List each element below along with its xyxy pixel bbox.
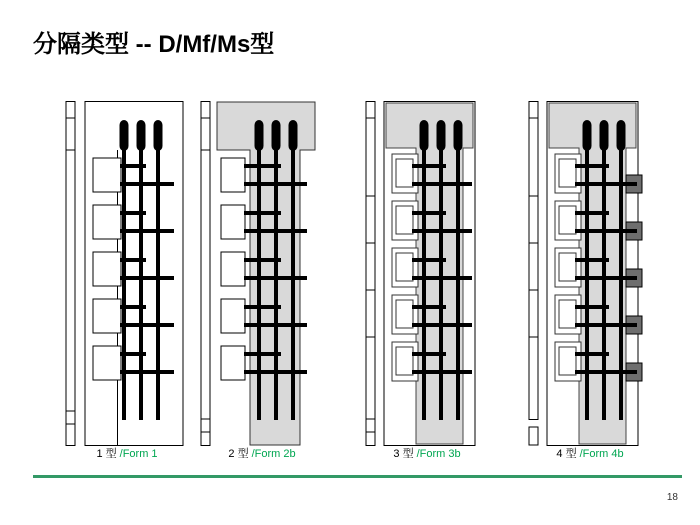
functional-unit-box: [93, 205, 121, 239]
form-number-label: 3 型: [393, 448, 414, 460]
form-name-label: /Form 1: [119, 448, 158, 460]
busbar-cap: [272, 120, 281, 151]
busbar-cap: [154, 120, 163, 151]
busbar-cap: [583, 120, 592, 151]
functional-unit-box: [221, 299, 245, 333]
functional-unit-box: [559, 300, 576, 328]
functional-unit-box: [93, 299, 121, 333]
form-number-label: 1 型: [96, 448, 117, 460]
diagram-form-3b: [362, 101, 492, 446]
busbar-cap: [600, 120, 609, 151]
label-form-1: [62, 447, 192, 461]
form-4b-schematic: [525, 101, 655, 446]
diagram-form-1: [62, 101, 192, 446]
form-number-label: 2 型: [228, 448, 249, 460]
page-title: 分隔类型 -- D/Mf/Ms型: [33, 31, 275, 58]
diagram-form-4b: [525, 101, 655, 446]
form-name-label: /Form 3b: [416, 448, 461, 460]
busbar-cap: [420, 120, 429, 151]
functional-unit-box: [559, 206, 576, 234]
form-name-label: /Form 2b: [251, 448, 296, 460]
cabinet-door-strip: [529, 102, 538, 420]
form-3b-schematic: [362, 101, 492, 446]
busbar-cap: [289, 120, 298, 151]
cabinet-door-strip: [201, 102, 210, 446]
functional-unit-box: [221, 205, 245, 239]
form-name-label: /Form 4b: [579, 448, 624, 460]
form-1-schematic: [62, 101, 192, 446]
functional-unit-box: [93, 252, 121, 286]
functional-unit-box: [396, 253, 413, 281]
functional-unit-box: [396, 206, 413, 234]
busbar-cap: [437, 120, 446, 151]
functional-unit-box: [221, 252, 245, 286]
page-number: 18: [666, 492, 678, 503]
busbar-cap: [137, 120, 146, 151]
busbar-cap: [120, 120, 129, 151]
label-form-2b: [197, 447, 327, 461]
functional-unit-box: [93, 346, 121, 380]
cabinet-door-strip: [66, 102, 75, 446]
functional-unit-box: [396, 300, 413, 328]
form-2b-schematic: [197, 101, 327, 446]
functional-unit-box: [396, 159, 413, 187]
busbar-cap: [255, 120, 264, 151]
functional-unit-box: [93, 158, 121, 192]
functional-unit-box: [559, 347, 576, 375]
functional-unit-box: [559, 253, 576, 281]
functional-unit-box: [396, 347, 413, 375]
label-form-4b: [525, 447, 655, 461]
form-number-label: 4 型: [556, 448, 577, 460]
functional-unit-box: [559, 159, 576, 187]
functional-unit-box: [221, 346, 245, 380]
functional-unit-box: [221, 158, 245, 192]
footer-divider-line: [33, 475, 682, 478]
busbar-cap: [454, 120, 463, 151]
busbar-cap: [617, 120, 626, 151]
cabinet-door-strip-bottom: [529, 427, 538, 445]
diagram-form-2b: [197, 101, 327, 446]
cabinet-door-strip: [366, 102, 375, 446]
label-form-3b: [362, 447, 492, 461]
